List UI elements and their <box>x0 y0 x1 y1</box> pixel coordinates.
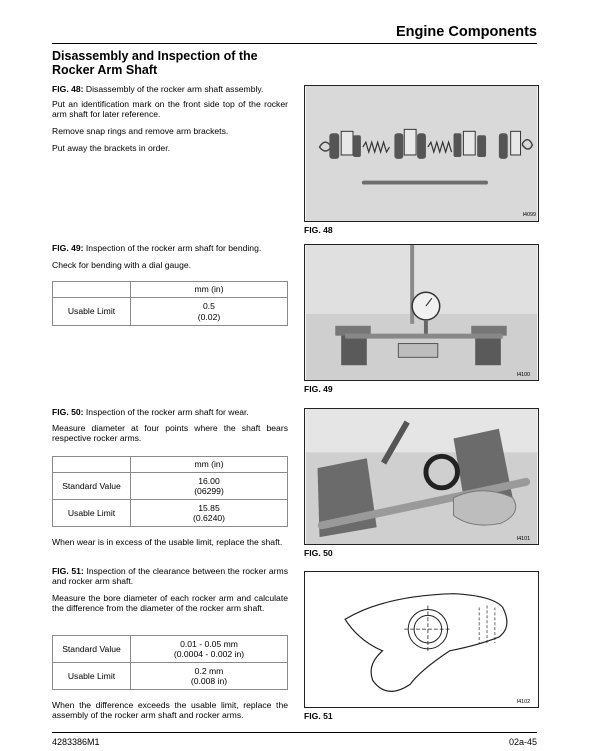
fig49-unit-header: mm (in) <box>131 282 288 298</box>
fig50-note: When wear is in excess of the usable limit, replace the shaft. <box>52 537 283 547</box>
fig49-desc: Inspection of the rocker arm shaft for bending. <box>85 243 262 253</box>
fig50-value-in-1: (06299) <box>194 486 224 496</box>
rocker-arm-bore-illustration <box>305 572 538 707</box>
fig50-row-value-2 <box>131 500 288 527</box>
page-header-title: Engine Components <box>396 24 537 40</box>
micrometer-illustration <box>305 409 538 544</box>
fig50-description <box>52 407 288 417</box>
page-number: 02a-45 <box>508 737 537 747</box>
fig51-step: Measure the bore diameter of each rocker arm and calculate the difference from the diameter of the rocker arm shaft. <box>52 593 288 614</box>
fig50-row-label-1: Standard Value <box>53 473 131 500</box>
dial-gauge-illustration <box>305 245 538 380</box>
fig48-description <box>52 84 288 94</box>
fig50-step: Measure diameter at four points where the shaft bears respective rocker arms. <box>52 423 288 444</box>
fig49-image <box>304 244 539 381</box>
fig49-spec-table <box>52 281 288 326</box>
fig48-label: FIG. 48: <box>52 84 84 94</box>
section-title: Disassembly and Inspection of the Rocker Arm Shaft <box>52 49 258 77</box>
fig50-value-in-2: (0.6240) <box>192 513 225 523</box>
fig51-label: FIG. 51: <box>52 566 84 576</box>
fig51-value-mm-1: 0.01 - 0.05 mm <box>180 638 238 649</box>
header-rule <box>52 43 537 44</box>
fig50-row-value-1 <box>131 473 288 500</box>
fig48-image <box>304 85 539 222</box>
fig50-value-mm-2: 15.85 <box>198 502 220 513</box>
fig51-row-value-1 <box>131 636 288 663</box>
fig51-value-in-1: (0.0004 - 0.002 in) <box>173 649 245 659</box>
fig51-value-mm-2: 0.2 mm <box>194 665 224 676</box>
fig49-step: Check for bending with a dial gauge. <box>52 260 192 270</box>
fig49-description <box>52 243 288 253</box>
fig51-value-in-2: (0.008 in) <box>190 676 228 686</box>
fig48-step-1: Put an identification mark on the front side top of the rocker arm shaft for later reference. <box>52 99 288 120</box>
fig51-image <box>304 571 539 708</box>
fig51-note: When the difference exceeds the usable limit, replace the assembly of the rocker arm shaft and rocker arms. <box>52 700 288 721</box>
fig49-value-mm: 0.5 <box>203 301 215 312</box>
fig50-image <box>304 408 539 545</box>
fig50-caption: FIG. 50 <box>304 548 333 558</box>
fig49-label: FIG. 49: <box>52 243 84 253</box>
fig49-row-label: Usable Limit <box>53 298 131 326</box>
fig50-spec-table <box>52 456 288 527</box>
fig51-caption: FIG. 51 <box>304 711 333 721</box>
fig49-id: I4100 <box>516 372 531 379</box>
fig48-step-3: Put away the brackets in order. <box>52 143 170 153</box>
fig50-row-label-2: Usable Limit <box>53 500 131 527</box>
fig50-id: I4101 <box>516 536 531 543</box>
fig51-spec-table <box>52 635 288 690</box>
fig50-unit-header: mm (in) <box>131 457 288 473</box>
fig49-caption: FIG. 49 <box>304 384 333 394</box>
fig48-step-2: Remove snap rings and remove arm brackets. <box>52 126 229 136</box>
rocker-arm-assembly-illustration <box>305 86 538 221</box>
fig50-label: FIG. 50: <box>52 407 84 417</box>
fig48-caption: FIG. 48 <box>304 225 333 235</box>
fig51-id: I4102 <box>516 699 531 706</box>
fig49-row-value <box>131 298 288 326</box>
fig51-row-label-2: Usable Limit <box>53 663 131 690</box>
document-number: 4283386M1 <box>52 737 100 747</box>
footer-rule <box>52 732 537 733</box>
fig48-id: I4099 <box>522 212 537 219</box>
fig51-row-value-2 <box>131 663 288 690</box>
fig51-desc: Inspection of the clearance between the rocker arms and rocker arm shaft. <box>52 566 288 587</box>
fig51-row-label-1: Standard Value <box>53 636 131 663</box>
fig50-desc: Inspection of the rocker arm shaft for wear. <box>85 407 249 417</box>
fig50-value-mm-1: 16.00 <box>198 475 220 486</box>
fig51-description <box>52 566 288 586</box>
fig49-value-in: (0.02) <box>197 311 221 322</box>
fig48-desc: Disassembly of the rocker arm shaft assembly. <box>85 84 264 94</box>
